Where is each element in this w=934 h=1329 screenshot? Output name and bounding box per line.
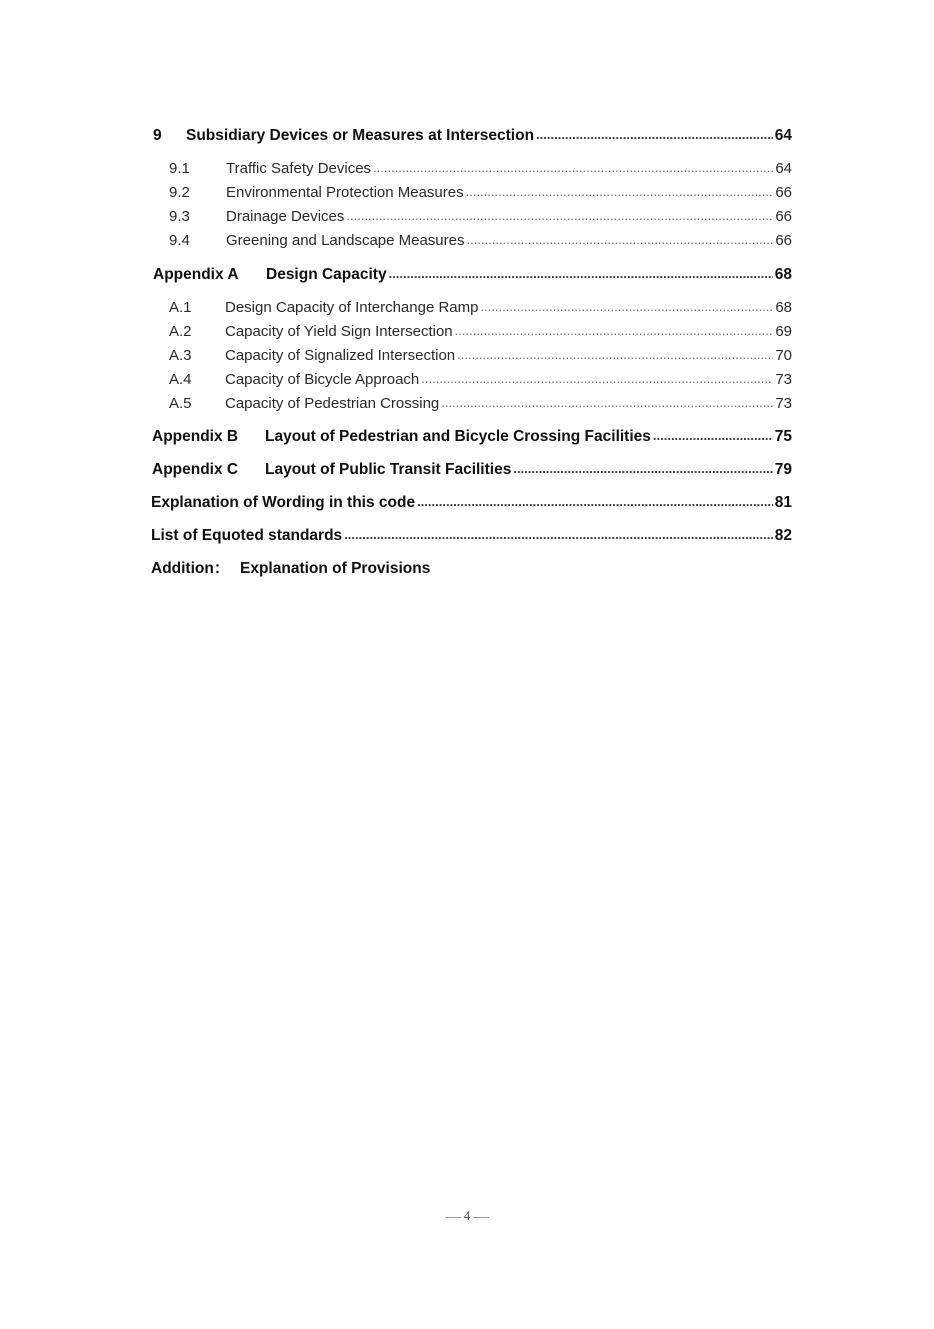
toc-entry-title: Environmental Protection Measures (226, 184, 464, 201)
toc-entry-a-5[interactable] (169, 393, 792, 415)
toc-entry-title: Layout of Pedestrian and Bicycle Crossing Facilities (265, 428, 651, 445)
toc-entry-number: 9.1 (169, 160, 190, 177)
dot-leader (389, 263, 773, 285)
dot-leader (480, 296, 773, 318)
dot-leader (653, 425, 773, 447)
dot-leader (457, 344, 773, 366)
toc-entry-9-3[interactable] (169, 206, 792, 228)
toc-entry-title: Capacity of Pedestrian Crossing (225, 395, 440, 412)
toc-entry-9-4[interactable] (169, 230, 792, 252)
toc-entry-number: 9.4 (169, 232, 190, 249)
toc-entry-page: 68 (774, 266, 792, 283)
page-footer (0, 1208, 934, 1224)
toc-entry-number: A.3 (169, 347, 192, 364)
toc-entry-title: Capacity of Bicycle Approach (225, 371, 420, 388)
toc-entry-page: 81 (774, 494, 792, 511)
toc-entry-standards[interactable] (151, 525, 792, 547)
toc-entry-addition[interactable] (151, 558, 430, 580)
dot-leader (455, 320, 774, 342)
toc-entry-page: 73 (775, 371, 792, 388)
toc-entry-appendix-b[interactable] (152, 426, 792, 448)
toc-entry-a-2[interactable] (169, 321, 792, 343)
toc-entry-number: 9.2 (169, 184, 190, 201)
toc-entry-page: 66 (775, 232, 792, 249)
dot-leader (467, 229, 774, 251)
toc-entry-title: Layout of Public Transit Facilities (265, 461, 512, 478)
toc-entry-page: 66 (775, 208, 792, 225)
toc-entry-title: Capacity of Yield Sign Intersection (225, 323, 453, 340)
dot-leader (346, 205, 773, 227)
toc-entry-number: Appendix C (152, 461, 239, 478)
toc-entry-number: Appendix B (152, 428, 239, 445)
toc-entry-number: A.2 (169, 323, 192, 340)
toc-entry-number: A.5 (169, 395, 192, 412)
toc-entry-label: Addition： (151, 560, 230, 577)
dot-leader (417, 491, 773, 513)
dot-leader (536, 124, 773, 146)
toc-entry-title: Explanation of Provisions (240, 560, 431, 577)
dot-leader (441, 392, 773, 414)
dot-leader (421, 368, 773, 390)
toc-entry-title: Design Capacity (266, 266, 387, 283)
toc-entry-page: 68 (775, 299, 792, 316)
toc-entry-title: Design Capacity of Interchange Ramp (225, 299, 479, 316)
toc-entry-title: Explanation of Wording in this code (151, 494, 416, 511)
toc-entry-9-1[interactable] (169, 158, 792, 180)
toc-entry-a-4[interactable] (169, 369, 792, 391)
toc-entry-page: 64 (775, 160, 792, 177)
dot-leader (513, 458, 772, 480)
toc-entry-page: 64 (774, 127, 792, 144)
dot-leader (373, 157, 773, 179)
toc-entry-title: Subsidiary Devices or Measures at Intersection (186, 127, 535, 144)
dot-leader (466, 181, 774, 203)
toc-entry-page: 75 (774, 428, 792, 445)
toc-entry-page: 82 (774, 527, 792, 544)
toc-entry-number: A.1 (169, 299, 192, 316)
toc-entry-number: 9 (153, 127, 162, 144)
toc-entry-title: Greening and Landscape Measures (226, 232, 465, 249)
toc-entry-9-2[interactable] (169, 182, 792, 204)
toc-entry-page: 70 (775, 347, 792, 364)
toc-entry-a-1[interactable] (169, 297, 792, 319)
toc-entry-number: Appendix A (153, 266, 239, 283)
toc-entry-appendix-c[interactable] (152, 459, 792, 481)
toc-entry-title: Traffic Safety Devices (226, 160, 372, 177)
toc-entry-appendix-a[interactable] (153, 264, 792, 286)
toc-entry-page: 79 (774, 461, 792, 478)
toc-entry-wording[interactable] (151, 492, 792, 514)
dot-leader (344, 524, 773, 546)
toc-entry-number: A.4 (169, 371, 192, 388)
toc-entry-page: 69 (775, 323, 792, 340)
toc-entry-page: 66 (775, 184, 792, 201)
toc-entry-chapter-9[interactable] (153, 125, 792, 147)
toc-entry-page: 73 (775, 395, 792, 412)
footer-dash-left (445, 1217, 461, 1218)
footer-dash-right (473, 1217, 489, 1218)
page-number: 4 (463, 1208, 471, 1223)
toc-entry-title: List of Equoted standards (151, 527, 343, 544)
toc-entry-title: Drainage Devices (226, 208, 345, 225)
toc-entry-a-3[interactable] (169, 345, 792, 367)
toc-entry-number: 9.3 (169, 208, 190, 225)
toc-entry-title: Capacity of Signalized Intersection (225, 347, 456, 364)
